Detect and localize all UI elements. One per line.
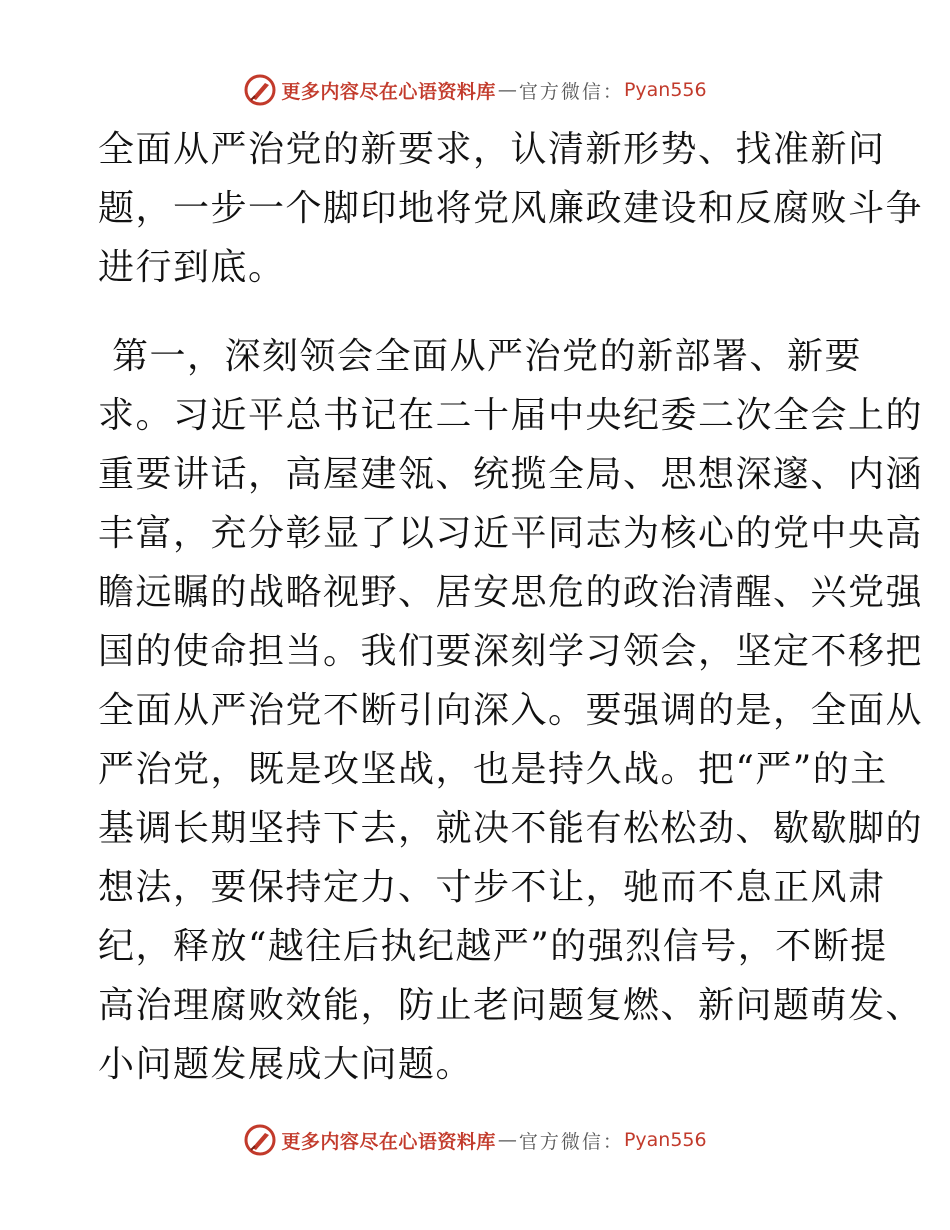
banner-separator: — bbox=[497, 79, 517, 101]
text-line: 瞻远瞩的战略视野、居安思危的政治清醒、兴党强 bbox=[98, 572, 924, 613]
text-line: 基调长期坚持下去，就决不能有松松劲、歇歇脚的 bbox=[98, 808, 924, 849]
site-name: 更多内容尽在心语资料库 bbox=[281, 80, 496, 103]
paragraph-gap bbox=[98, 297, 858, 327]
text-line: 小问题发展成大问题。 bbox=[98, 1044, 474, 1085]
text-line: 严治党，既是攻坚战，也是持久战。把“严”的主 bbox=[98, 749, 888, 790]
text-line: 高治理腐败效能，防止老问题复燃、新问题萌发、 bbox=[98, 985, 924, 1026]
text-line: 重要讲话，高屋建瓴、统揽全局、思想深邃、内涵 bbox=[98, 454, 924, 495]
text-line: 进行到底。 bbox=[98, 247, 286, 288]
wechat-label: 官方微信： bbox=[518, 1130, 624, 1153]
wechat-label: 官方微信： bbox=[518, 80, 624, 103]
text-line: 求。习近平总书记在二十届中央纪委二次全会上的 bbox=[98, 395, 924, 436]
quill-logo-icon bbox=[243, 73, 277, 107]
text-line: 想法，要保持定力、寸步不让，驰而不息正风肃 bbox=[98, 867, 886, 908]
banner-separator: — bbox=[497, 1129, 517, 1151]
document-body bbox=[98, 120, 924, 1094]
paragraph-2 bbox=[98, 327, 924, 1094]
paragraph-1 bbox=[98, 120, 924, 297]
wechat-id: Pyan556 bbox=[623, 1129, 707, 1151]
wechat-id: Pyan556 bbox=[623, 79, 707, 101]
quill-logo-icon bbox=[243, 1123, 277, 1157]
text-line: 丰富，充分彰显了以习近平同志为核心的党中央高 bbox=[98, 513, 924, 554]
text-line: 题，一步一个脚印地将党风廉政建设和反腐败斗争 bbox=[98, 188, 924, 229]
text-line: 第一，深刻领会全面从严治党的新部署、新要 bbox=[112, 336, 863, 377]
text-line: 国的使命担当。我们要深刻学习领会，坚定不移把 bbox=[98, 631, 924, 672]
text-line: 纪，释放“越往后执纪越严”的强烈信号，不断提 bbox=[98, 926, 888, 967]
site-name: 更多内容尽在心语资料库 bbox=[281, 1130, 496, 1153]
footer-banner bbox=[0, 1120, 950, 1160]
header-banner bbox=[0, 70, 950, 110]
text-line: 全面从严治党的新要求，认清新形势、找准新问 bbox=[98, 129, 886, 170]
text-line: 全面从严治党不断引向深入。要强调的是，全面从 bbox=[98, 690, 924, 731]
